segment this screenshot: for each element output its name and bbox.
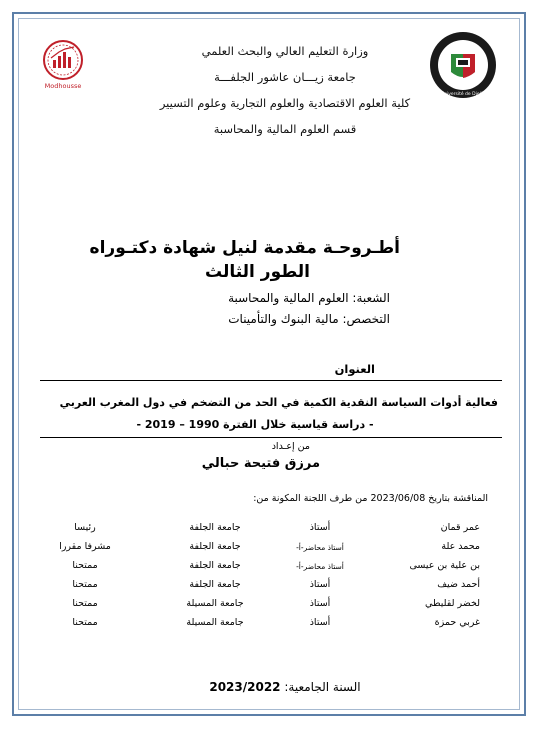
university-line: جامعة زيـــان عاشور الجلفـــة: [214, 70, 356, 84]
committee-university: جامعة المسيلة: [186, 598, 244, 609]
committee-role: ممتحنا: [72, 579, 98, 590]
ministry-line: وزارة التعليم العالي والبحث العلمي: [201, 44, 369, 58]
committee-name: بن علية بن عيسى: [409, 560, 480, 571]
committee-rank: أستاذ: [309, 598, 331, 609]
committee-university: جامعة الجلفة: [189, 522, 241, 533]
department-line: قسم العلوم المالية والمحاسبة: [213, 122, 357, 136]
thesis-specialty: التخصص: مالية البنوك والتأمينات: [228, 312, 390, 326]
topic-line-1: فعالية أدوات السياسة النقدية الكمية في الحد من التضخم في دول المغرب العربي: [59, 396, 498, 409]
thesis-title: أطـروحـة مقدمة لنيل شهادة دكتـوراه: [89, 238, 400, 258]
committee-name: أحمد ضيف: [437, 579, 480, 590]
svg-text:Université de Djelfa: Université de Djelfa: [440, 92, 486, 97]
topic-rule-bottom: [40, 437, 502, 438]
committee-university: جامعة المسيلة: [186, 617, 244, 628]
author-name: مرزق فتيحة حبالي: [201, 456, 320, 471]
academic-year-label: السنة الجامعية:: [284, 680, 361, 694]
committee-role: ممتحنا: [72, 617, 98, 628]
committee-role: رئيسا: [74, 522, 96, 533]
thesis-branch: الشعبة: العلوم المالية والمحاسبة: [228, 291, 390, 305]
mahfoudh-logo: [32, 38, 94, 94]
committee-university: جامعة الجلفة: [189, 560, 241, 571]
committee-role: ممتحنا: [72, 560, 98, 571]
committee-role: مشرفا مقررا: [59, 541, 111, 552]
committee-rank: أستاذ: [309, 579, 331, 590]
committee-name: عمر قمان: [440, 522, 480, 533]
faculty-line: كلية العلوم الاقتصادية والعلوم التجارية وعلوم التسيير: [159, 96, 411, 110]
academic-year-value: 2023/2022: [209, 680, 281, 694]
topic-line-2: - دراسة قياسية خلال الفترة 1990 – 2019 -: [136, 418, 374, 431]
topic-heading: العنوان: [334, 362, 375, 376]
university-seal-logo: [428, 30, 498, 100]
svg-text:Modhousse: Modhousse: [44, 82, 82, 90]
defense-date-line: المناقشة بتاريخ 2023/06/08 من طرف اللجنة المكونة من:: [253, 493, 488, 504]
committee-name: محمد علة: [441, 541, 480, 552]
committee-role: ممتحنا: [72, 598, 98, 609]
committee-rank: أستاذ محاضر-أ-: [296, 543, 344, 552]
prepared-by-label: من إعـداد: [271, 441, 310, 452]
academic-year: [185, 680, 385, 694]
committee-name: غربي حمزة: [434, 617, 480, 628]
thesis-subtitle: الطور الثالث: [204, 262, 310, 282]
committee-university: جامعة الجلفة: [189, 579, 241, 590]
committee-rank: أستاذ: [309, 617, 331, 628]
committee-rank: أستاذ محاضر-أ-: [296, 562, 344, 571]
committee-university: جامعة الجلفة: [189, 541, 241, 552]
committee-rank: أستاذ: [309, 522, 331, 533]
committee-name: لخضر لقليطي: [425, 598, 480, 609]
topic-rule-top: [40, 380, 502, 381]
